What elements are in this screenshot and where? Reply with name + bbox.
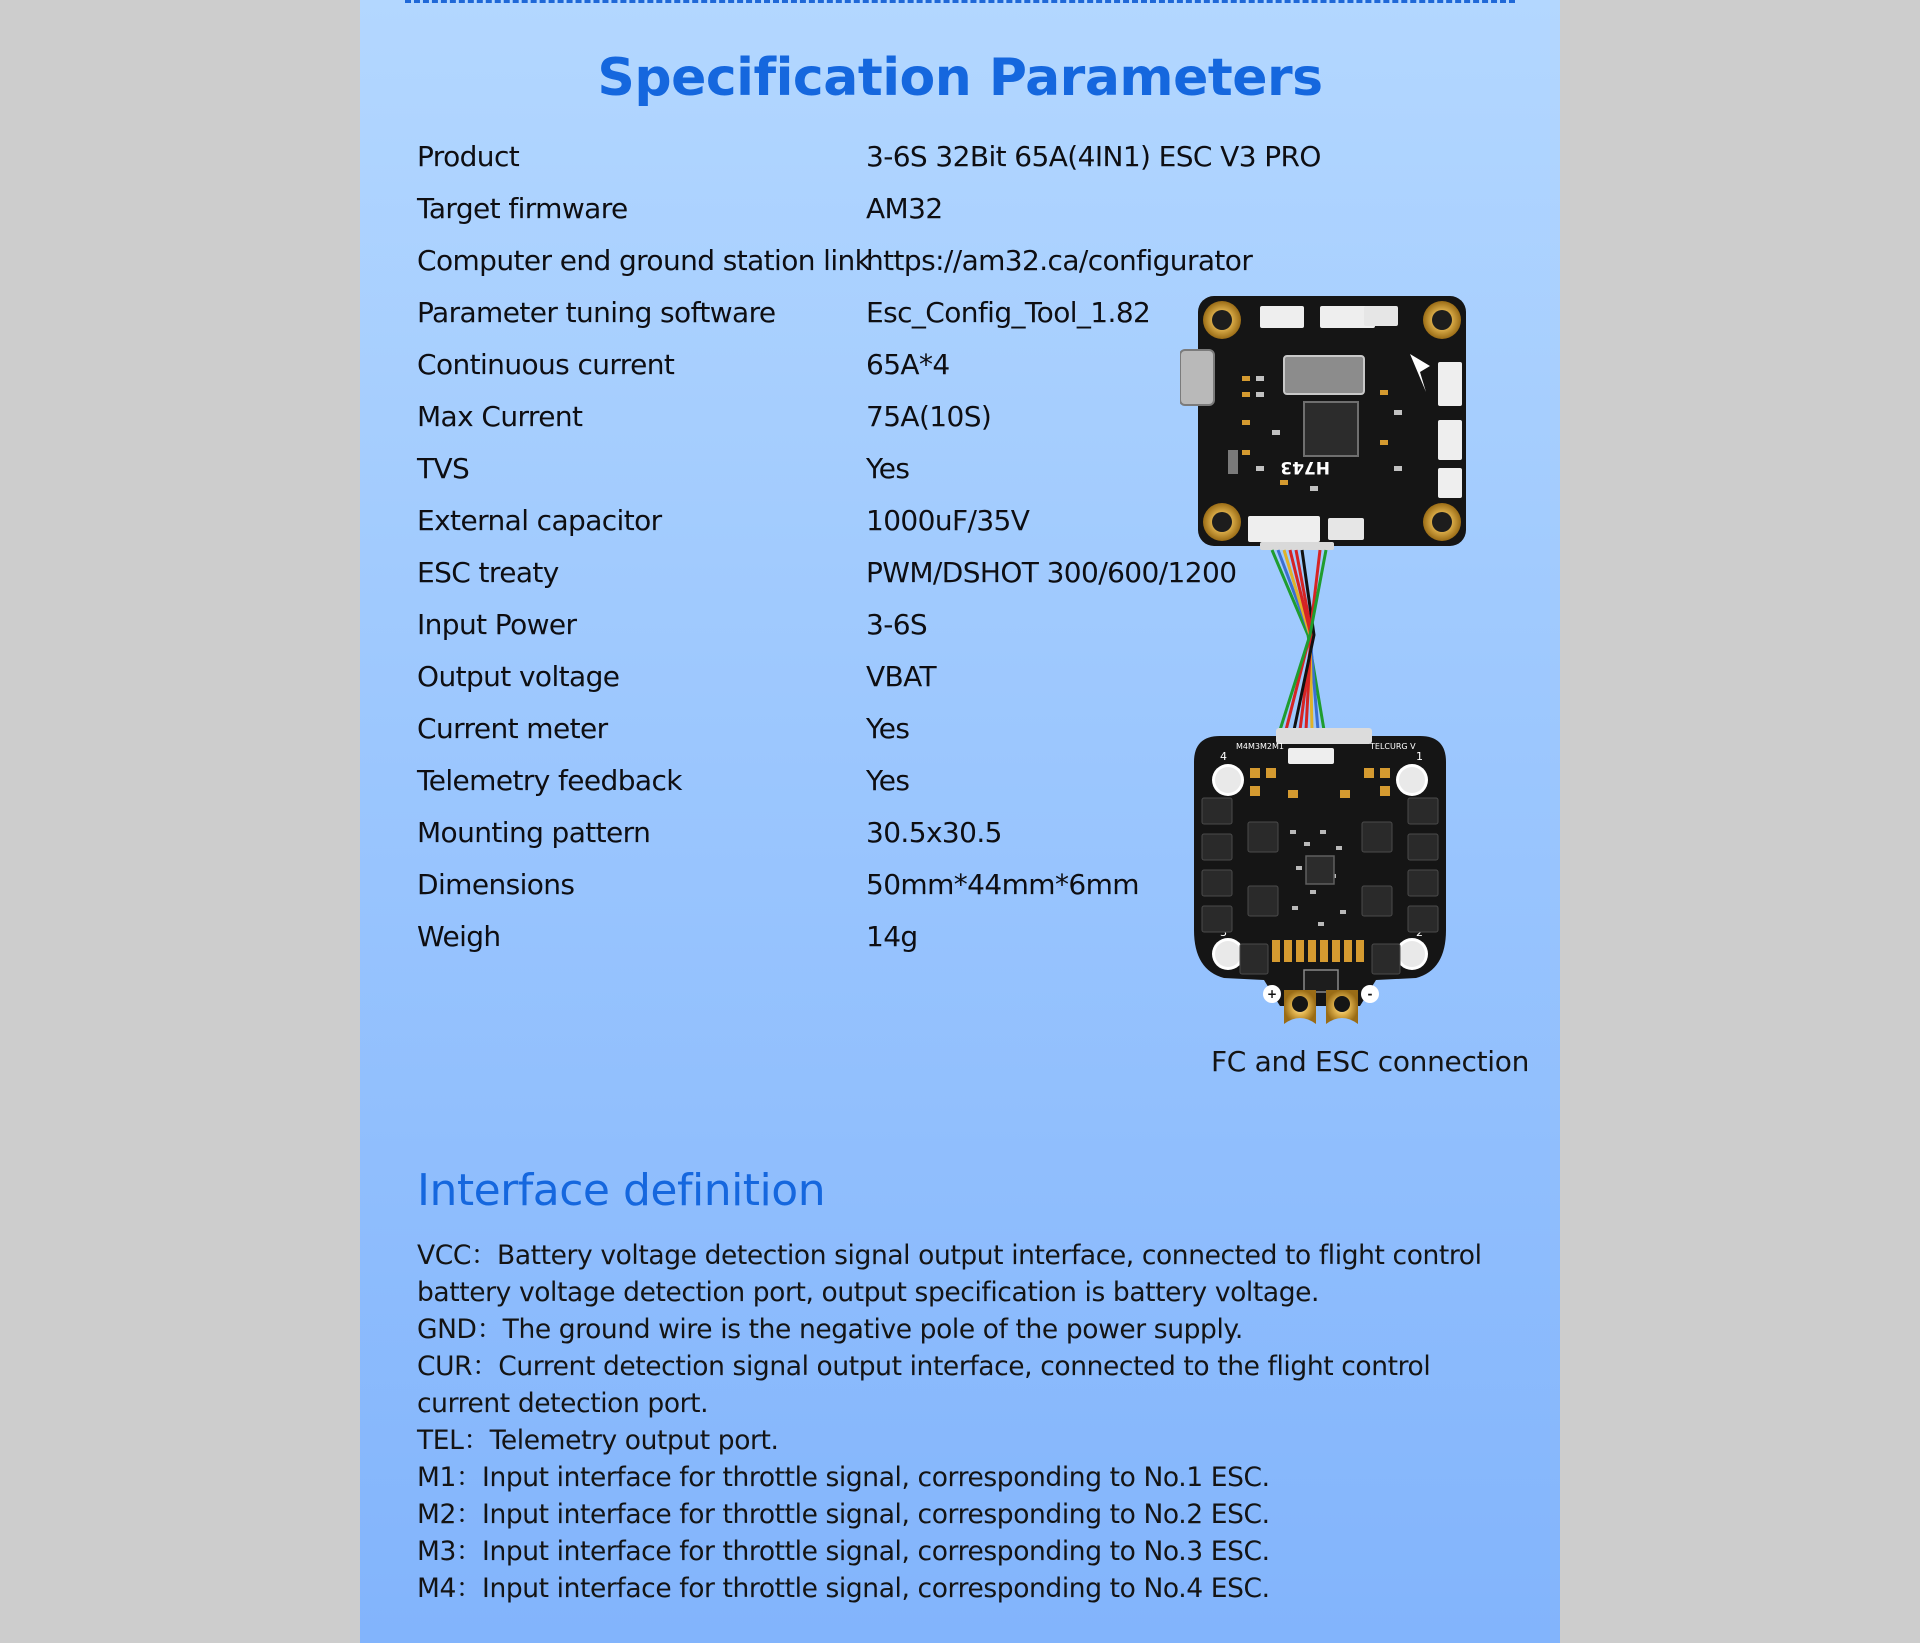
spec-value: VBAT [866,660,937,693]
spec-value: Yes [866,764,910,797]
spec-label: Continuous current [417,348,675,381]
spec-value: PWM/DSHOT 300/600/1200 [866,556,1237,589]
esc-header-right: TELCURG V [1370,742,1416,751]
interface-item: M3：Input interface for throttle signal, corresponding to No.3 ESC. [417,1536,1270,1567]
spec-value: 1000uF/35V [866,504,1030,537]
spec-value: 3-6S 32Bit 65A(4IN1) ESC V3 PRO [866,140,1321,173]
esc-corner-number: 1 [1416,750,1423,763]
section-title-interface: Interface definition [417,1165,826,1216]
flight-controller-board [1180,296,1466,550]
interface-item: GND：The ground wire is the negative pole of the power supply. [417,1314,1243,1345]
spec-label: Parameter tuning software [417,296,776,329]
spec-label: Computer end ground station link [417,244,871,277]
terminal-label: + [1266,987,1278,1001]
interface-item: VCC：Battery voltage detection signal output interface, connected to flight control battery voltage detection port, output specification is battery voltage. [417,1240,1482,1308]
esc-mcu-chip [1306,856,1334,884]
spec-value: 75A(10S) [866,400,992,433]
terminal-label: - [1367,987,1373,1001]
spec-label: Input Power [417,608,577,641]
spec-label: ESC treaty [417,556,559,589]
esc-header-left: M4M3M2M1 [1236,742,1284,751]
spec-value: 14g [866,920,918,953]
spec-label: Target firmware [417,192,628,225]
spec-label: Product [417,140,520,173]
spec-label: Current meter [417,712,608,745]
esc-corner-number: 4 [1220,750,1227,763]
connection-harness [1272,550,1326,730]
dashed-divider [405,0,1515,3]
product-illustration [1180,290,1500,1030]
spec-label: Telemetry feedback [417,764,682,797]
spec-label: Dimensions [417,868,575,901]
spec-label: TVS [417,452,470,485]
page-title: Specification Parameters [597,48,1323,108]
spec-value: 50mm*44mm*6mm [866,868,1139,901]
interface-item: CUR：Current detection signal output interface, connected to the flight control current detection port. [417,1351,1431,1419]
spec-label: Mounting pattern [417,816,651,849]
mcu-chip [1304,402,1358,456]
interface-item: M1：Input interface for throttle signal, corresponding to No.1 ESC. [417,1462,1270,1493]
spec-value: AM32 [866,192,943,225]
esc-board [1194,728,1446,1024]
spec-label: Weigh [417,920,501,953]
spec-value: Yes [866,452,910,485]
esc-connector [1276,728,1372,744]
interface-item: M2：Input interface for throttle signal, corresponding to No.2 ESC. [417,1499,1270,1530]
interface-item: TEL：Telemetry output port. [417,1425,779,1456]
content-panel [360,0,1560,1643]
usb-c-port [1180,350,1214,405]
image-caption: FC and ESC connection [1210,1045,1530,1078]
spec-value: https://am32.ca/configurator [866,244,1253,277]
spec-value: Esc_Config_Tool_1.82 [866,296,1151,329]
spec-value: 65A*4 [866,348,950,381]
spec-label: Output voltage [417,660,620,693]
interface-item: M4：Input interface for throttle signal, corresponding to No.4 ESC. [417,1573,1270,1604]
spec-value: 3-6S [866,608,928,641]
spec-value: 30.5x30.5 [866,816,1002,849]
interface-list [417,1237,1527,1607]
spec-label: Max Current [417,400,583,433]
spec-value: Yes [866,712,910,745]
fc-marking: H743 [1280,457,1330,477]
spec-label: External capacitor [417,504,662,537]
